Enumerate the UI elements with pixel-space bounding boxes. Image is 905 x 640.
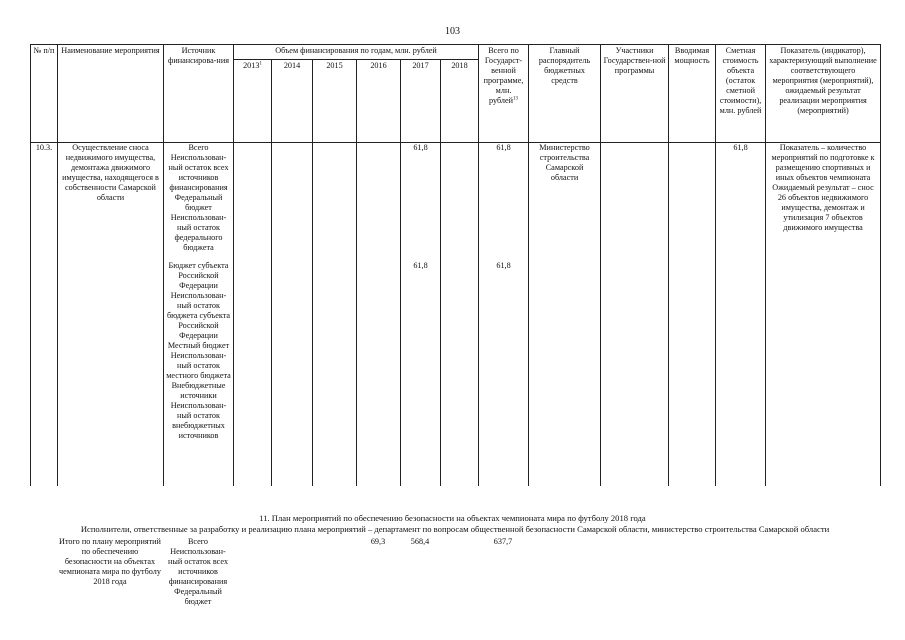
source-item: Федеральный бюджет	[174, 587, 222, 606]
source-item: Неиспользован-ный остаток всех источников финансирования	[168, 153, 229, 192]
source-item: Всего	[187, 537, 209, 546]
source-item: Неиспользован-ный остаток всех источников финансирования	[167, 547, 229, 586]
header-funding: Объем финансирования по годам, млн. рублей	[234, 45, 479, 60]
row-name: Осуществление сноса недвижимого имущества, демонтажа движимого имущества, находящегося в собственности Самарской области	[58, 143, 164, 261]
row-sources-group2	[164, 261, 234, 486]
header-number: № п/п	[31, 45, 58, 143]
row-sources-group1	[164, 143, 234, 261]
value-2017-region: 61,8	[401, 261, 441, 486]
header-year-2018: 2018	[441, 60, 479, 143]
plan-value-total: 637,7	[493, 537, 513, 546]
plan-total-table	[30, 537, 880, 607]
header-year-2014: 2014	[272, 60, 313, 143]
funding-table	[30, 44, 881, 486]
header-source: Источник финансирова-ния	[164, 45, 234, 143]
value-estimate: 61,8	[716, 143, 766, 261]
plan-value-2016: 69,3	[370, 537, 386, 546]
source-item: Внебюджетные источники	[171, 380, 226, 400]
header-year-2013: 2013$^1$	[234, 60, 272, 143]
header-year-2015: 2015	[313, 60, 357, 143]
table-row	[31, 143, 881, 261]
header-estimate: Сметная стоимость объекта (остаток сметной стоимости), млн. рублей	[716, 45, 766, 143]
value-total-region: 61,8	[479, 261, 529, 486]
source-item: Местный бюджет	[167, 340, 230, 350]
header-name: Наименование мероприятия	[58, 45, 164, 143]
table-row	[30, 537, 880, 607]
source-item: Федеральный бюджет	[174, 193, 223, 212]
header-year-2017: 2017	[401, 60, 441, 143]
plan-value-2017: 568,4	[410, 537, 430, 546]
header-indicator: Показатель (индикатор), характеризующий выполнение соответствующего мероприятия (мероприятий), ожидаемый результат реализации мероприятия (мероприятий)	[766, 45, 881, 143]
source-item: Неиспользован-ный остаток бюджета субъекта Российской Федерации	[166, 290, 231, 340]
source-item: Всего	[188, 143, 209, 152]
plan-total-sources	[163, 537, 233, 607]
row-manager: Министерство строительства Самарской области	[529, 143, 601, 261]
value-2017: 61,8	[401, 143, 441, 261]
header-total: Всего по Государст-венной программе, млн. рублей$^{13}$	[479, 45, 529, 143]
header-capacity: Вводимая мощность	[669, 45, 716, 143]
source-item: Неиспользован-ный остаток федерального бюджета	[170, 213, 227, 252]
table-row	[31, 261, 881, 486]
row-indicator: Показатель – количество мероприятий по подготовке к размещению спортивных и иных объектов чемпионата Ожидаемый результат – снос 26 объектов недвижимого имущества, демонтаж и утилизация 7 объектов движимого имущества	[766, 143, 881, 486]
source-item: Неиспользован-ный остаток местного бюджета	[166, 350, 231, 380]
plan-total-name: Итого по плану мероприятий по обеспечению безопасности на объектах чемпионата мира по футболу 2018 года	[59, 537, 161, 586]
header-year-2016: 2016	[357, 60, 401, 143]
page-number: 103	[445, 26, 460, 37]
header-participants: Участники Государствен-ной программы	[601, 45, 669, 143]
section-executors: Исполнители, ответственные за разработку и реализацию плана мероприятий – департамент по вопросам общественной безопасности Самарской области, министерство строительства Самарской области	[80, 524, 830, 534]
value-total: 61,8	[479, 143, 529, 261]
section-title: 11. План мероприятий по обеспечению безопасности на объектах чемпионата мира по футболу 2018 года	[259, 513, 646, 523]
row-number: 10.3.	[31, 143, 58, 261]
header-manager: Главный распорядитель бюджетных средств	[529, 45, 601, 143]
source-item: Бюджет субъекта Российской Федерации	[168, 260, 229, 290]
source-item: Неиспользован-ный остаток внебюджетных источников	[170, 400, 227, 440]
